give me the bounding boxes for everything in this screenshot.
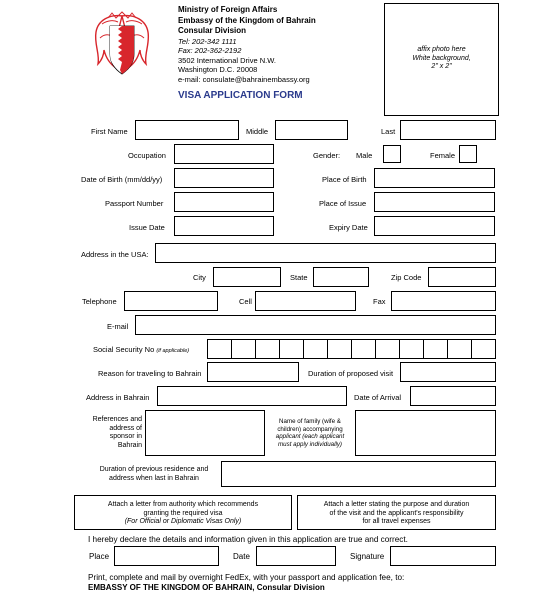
female-checkbox[interactable] [459,145,477,163]
zip-label: Zip Code [391,273,422,282]
reason-label: Reason for traveling to Bahrain [98,369,202,378]
place-of-issue-label: Place of Issue [319,199,367,208]
place-of-birth-field[interactable] [374,168,495,188]
ssn-digit-box[interactable] [279,339,304,359]
bahrain-emblem-icon [92,10,152,82]
middle-name-field[interactable] [275,120,348,140]
occupation-field[interactable] [174,144,274,164]
photo-box [384,3,499,116]
state-label: State [290,273,308,282]
date-arrival-label: Date of Arrival [354,393,402,402]
address-bahrain-label: Address in Bahrain [86,393,150,402]
address-usa-label: Address in the USA: [81,250,149,259]
sign-date-label: Date [233,552,250,561]
embassy-fax: Fax: 202-362-2192 [178,46,242,55]
ssn-digit-box[interactable] [207,339,232,359]
previous-residence-label: Duration of previous residence and address when last in Bahrain [99,466,209,482]
form-title: VISA APPLICATION FORM [178,90,303,101]
place-of-birth-label: Place of Birth [322,175,367,184]
female-label: Female [430,151,456,160]
last-name-field[interactable] [400,120,496,140]
email-field[interactable] [135,315,496,335]
male-checkbox[interactable] [383,145,401,163]
last-name-label: Last [381,127,396,136]
declaration-text: I hereby declare the details and information given in this application are true and correct. [88,535,408,544]
embassy-tel: Tel: 202-342 1111 [178,36,237,46]
embassy-address-line1: 3502 International Drive N.W. [178,55,276,65]
official-visa-note-text: Attach a letter from authority which recommends granting the required visa (For Official or Diplomatic Visas Only) [107,501,259,525]
family-label: Name of family (wife & children) accompanying applicant (each applicant must apply individually) [275,418,345,448]
first-name-field[interactable] [135,120,239,140]
ssn-digit-box[interactable] [423,339,448,359]
place-field[interactable] [114,546,219,566]
embassy-name: Embassy of the Kingdom of Bahrain [178,15,316,25]
zip-field[interactable] [428,267,496,287]
middle-name-label: Middle [246,127,269,136]
expiry-date-label: Expiry Date [329,223,368,232]
place-of-issue-field[interactable] [374,192,495,212]
gender-label: Gender: [313,151,341,160]
photo-instruction-2: White background, [412,54,471,62]
telephone-field[interactable] [124,291,218,311]
issue-date-label: Issue Date [129,223,165,232]
city-label: City [193,273,206,282]
telephone-label: Telephone [82,297,117,306]
ssn-digit-box[interactable] [231,339,256,359]
duration-label: Duration of proposed visit [308,369,394,378]
issue-date-field[interactable] [174,216,274,236]
fax-label: Fax [373,297,386,306]
ssn-digit-box[interactable] [255,339,280,359]
cell-label: Cell [239,297,252,306]
mailing-address-cut: EMBASSY OF THE KINGDOM OF BAHRAIN, Consular Division [88,583,325,592]
ssn-digit-box[interactable] [351,339,376,359]
place-label: Place [89,552,110,561]
city-field[interactable] [213,267,281,287]
expiry-date-field[interactable] [374,216,495,236]
signature-field[interactable] [390,546,496,566]
ministry-name: Ministry of Foreign Affairs [178,5,278,14]
first-name-label: First Name [91,127,128,136]
male-label: Male [356,151,373,160]
duration-field[interactable] [400,362,496,382]
address-usa-field[interactable] [155,243,496,263]
email-label: E-mail [107,322,129,331]
embassy-address-line2: Washington D.C. 20008 [178,65,258,74]
address-bahrain-field[interactable] [157,386,347,406]
family-field[interactable] [355,410,496,456]
official-visa-note-box [74,495,292,530]
embassy-email: e-mail: consulate@bahrainembassy.org [178,74,310,84]
photo-instruction-1: affix photo here [417,46,466,53]
ssn-note: (if applicable) [156,348,190,354]
passport-number-field[interactable] [174,192,274,212]
ssn-digit-box[interactable] [399,339,424,359]
division-name: Consular Division [178,26,247,35]
photo-instruction-3: 2" x 2" [431,63,452,70]
mailing-instructions: Print, complete and mail by overnight FedEx, with your passport and application fee, to: [88,573,405,582]
ssn-digit-box[interactable] [303,339,328,359]
purpose-letter-note-text: Attach a letter stating the purpose and duration of the visit and the applicant's responsibility for all travel expenses [323,501,470,525]
cell-field[interactable] [255,291,356,311]
purpose-letter-note-box [297,495,496,530]
references-label: References and address of sponsor in Bahrain [92,416,142,449]
occupation-label: Occupation [128,151,166,160]
date-arrival-field[interactable] [410,386,496,406]
reason-field[interactable] [207,362,299,382]
ssn-label: Social Security No (if applicable) [93,345,190,354]
sign-date-field[interactable] [256,546,336,566]
ssn-digit-box[interactable] [471,339,496,359]
dob-field[interactable] [174,168,274,188]
fax-field[interactable] [391,291,496,311]
references-field[interactable] [145,410,265,456]
state-field[interactable] [313,267,369,287]
signature-label: Signature [350,552,385,561]
passport-number-label: Passport Number [105,199,164,208]
ssn-digit-box[interactable] [375,339,400,359]
dob-label: Date of Birth (mm/dd/yy) [81,175,163,184]
ssn-digit-box[interactable] [447,339,472,359]
previous-residence-field[interactable] [221,461,496,487]
ssn-digit-box[interactable] [327,339,352,359]
